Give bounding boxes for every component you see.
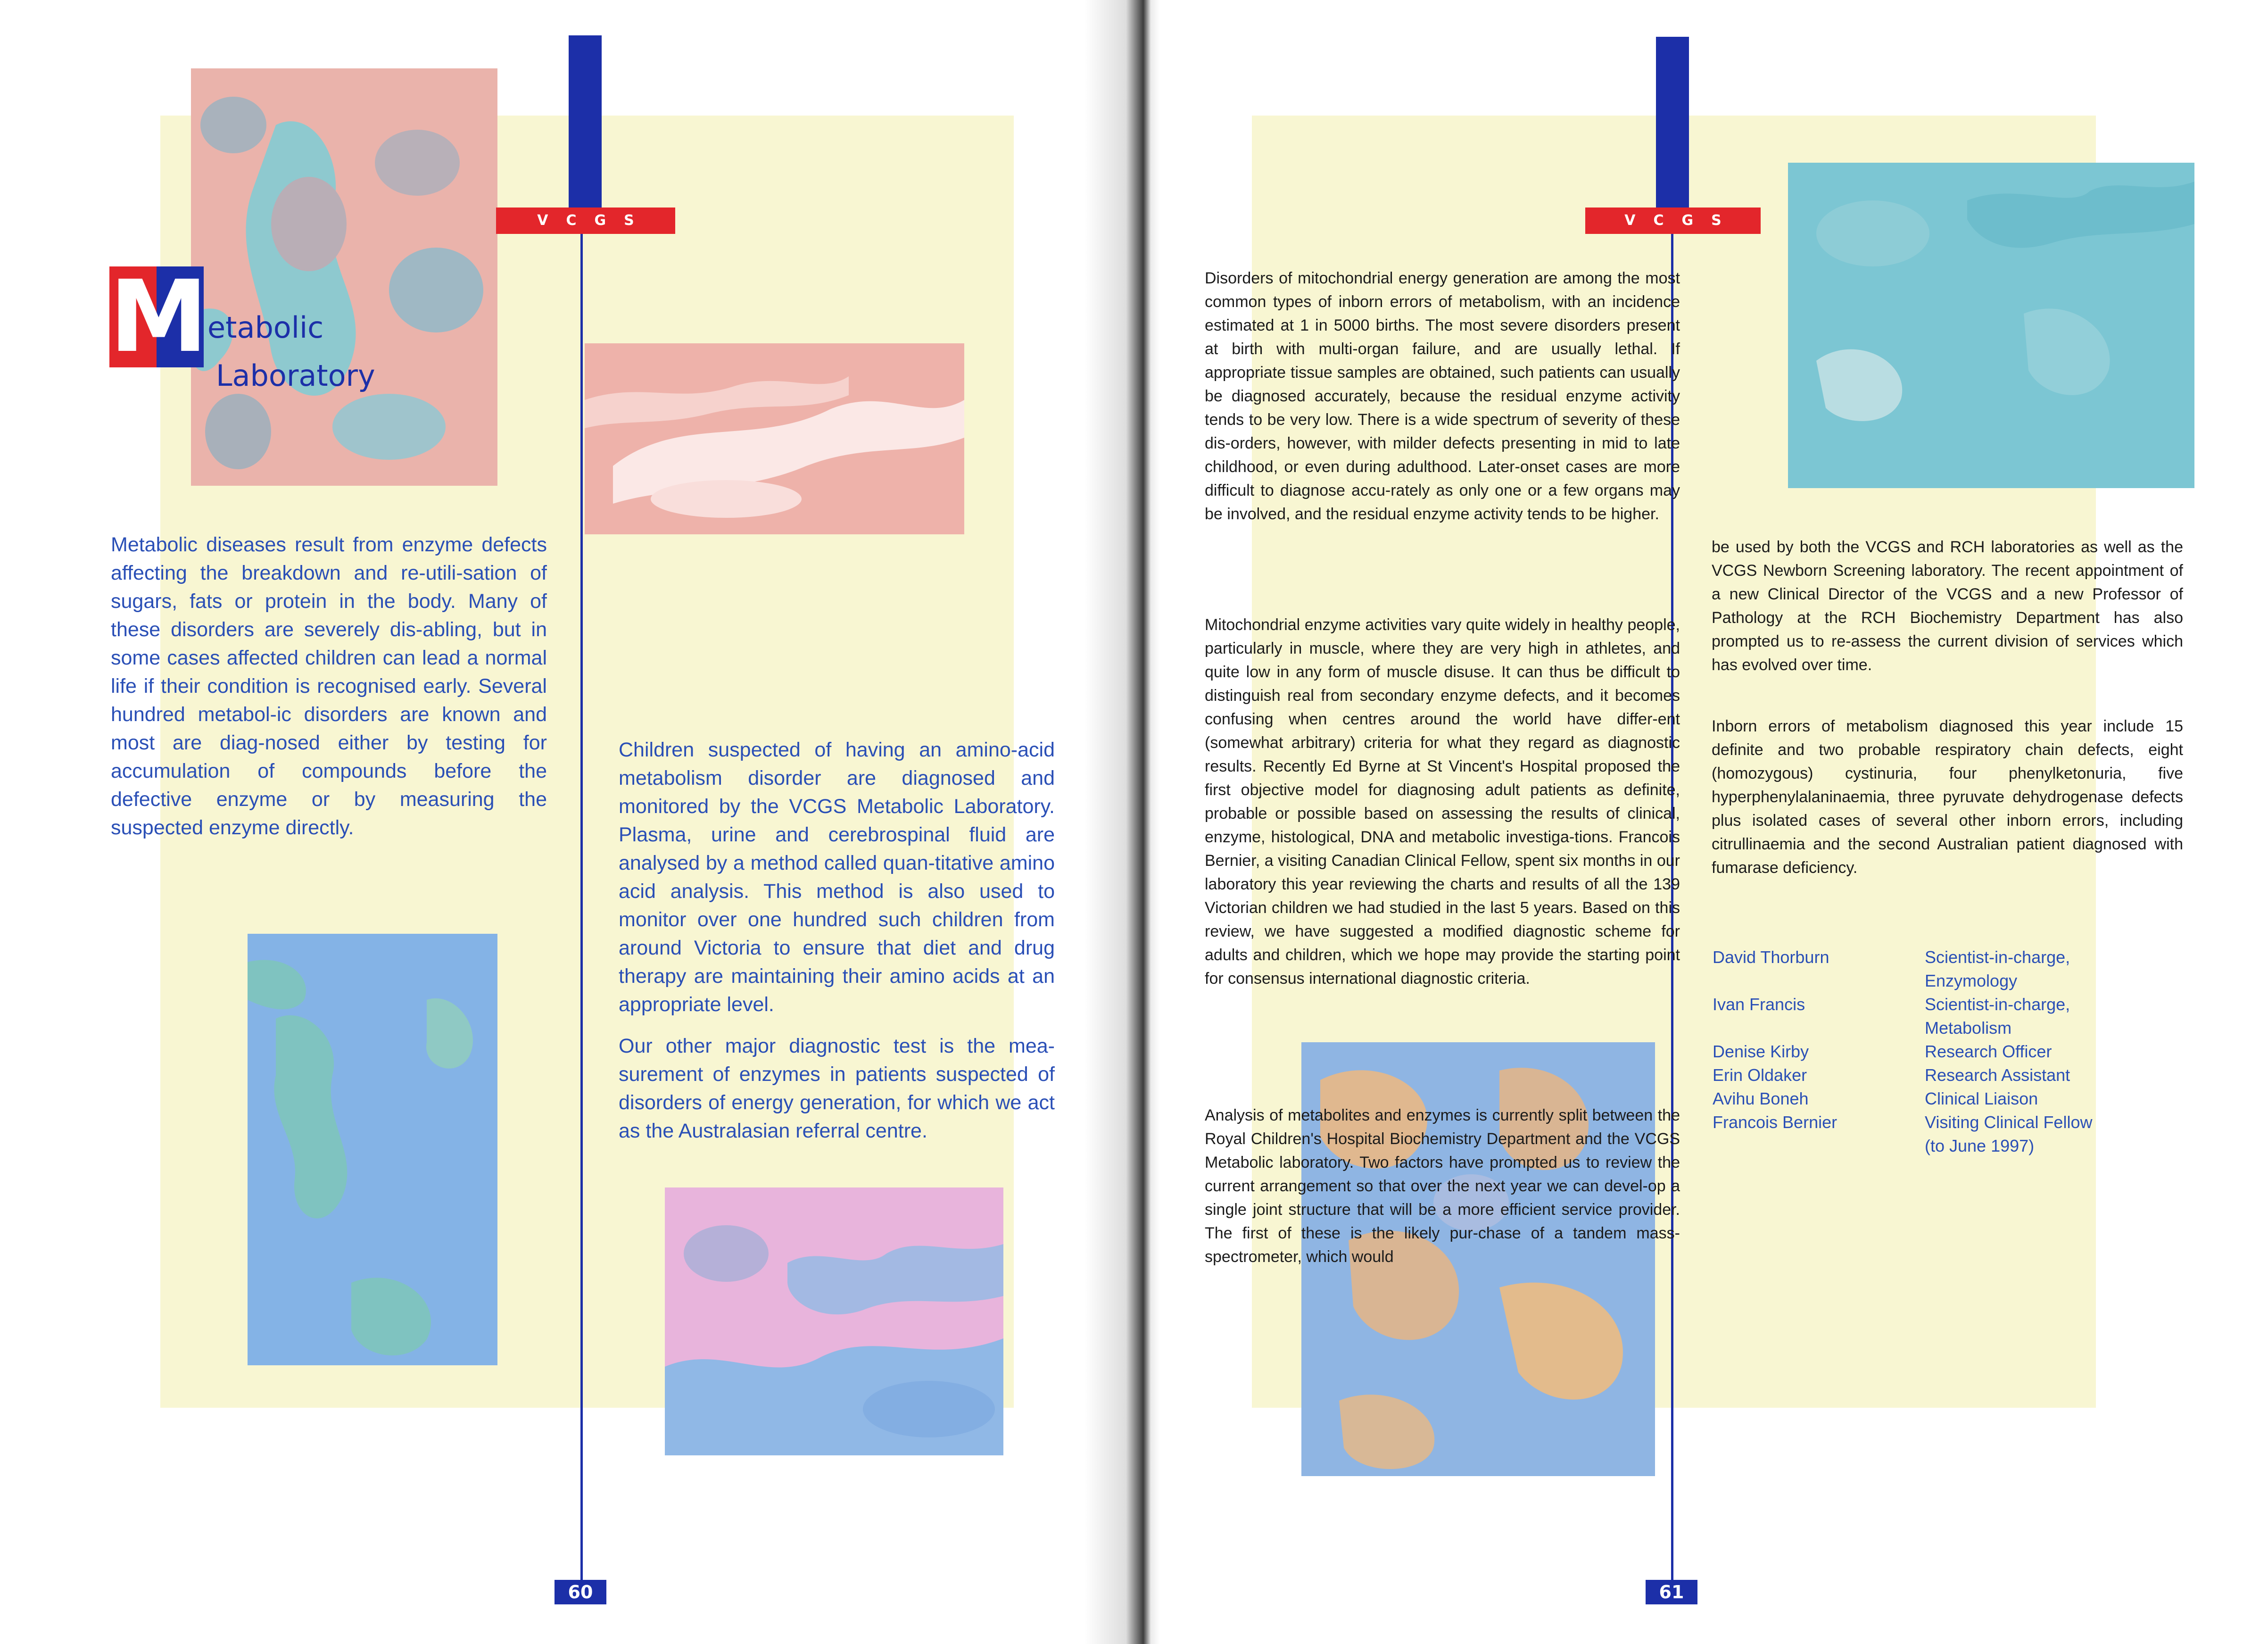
section-title-block bbox=[109, 259, 208, 374]
cloud-image-pink bbox=[585, 343, 964, 534]
title-line-1: etabolic bbox=[207, 310, 324, 345]
title-initial: M bbox=[109, 259, 208, 374]
page-number-badge: 61 bbox=[1646, 1580, 1697, 1604]
staff-name: Ivan Francis bbox=[1713, 995, 1805, 1014]
texture-image-teal bbox=[1788, 163, 2194, 488]
enzyme-activities-paragraph: Mitochondrial enzyme activities vary quite widely in healthy people, particularly in muscle, where they are very high in athletes, and quite low in any form of muscle disuse. It can thus be difficult to distinguish real from secondary enzyme defects, and it becomes confusing when centres around the world have differ-ent (somewhat arbitrary) criteria for what they regard as diagnostic results. Recently Ed Byrne at St Vincent's Hospital proposed the first objective model for diagnosing adult patients as definite, probable or possible based on assessing the results of clinical, enzyme, histological, DNA and metabolic investiga-tions. Francois Bernier, a visiting Canadian Clinical Fellow, spent six months in our laboratory this year reviewing the charts and results of all the 139 Victorian children we had studied in the last 5 years. Based on this review, we have suggested a modified diagnostic scheme for adults and children, which we hope may provide the starting point for consensus international diagnostic criteria. bbox=[1205, 616, 1680, 988]
cloud-image-pink-blue bbox=[665, 1187, 1003, 1455]
staff-role: Scientist-in-charge, bbox=[1925, 995, 2070, 1014]
staff-role-cont: (to June 1997) bbox=[1925, 1136, 2035, 1155]
staff-role-cont: Enzymology bbox=[1925, 971, 2018, 990]
staff-name: Francois Bernier bbox=[1713, 1113, 1838, 1132]
vcgs-banner: VCGS bbox=[1585, 208, 1761, 234]
mitochondrial-disorders-paragraph: Disorders of mitochondrial energy generation are among the most common types of inborn errors of metabolism, with an incidence estimated at 1 in 5000 births. The most severe disorders present at birth with multi-organ failure, and are usually lethal. If appropriate tissue samples are obtained, such patients can usually be diagnosed accurately, because the residual enzyme activity tends to be very low. There is a wide spectrum of severity of these dis-orders, however, with milder defects presenting in mid to late childhood, or even during adulthood. Later-onset cases are more difficult to diagnose accu-rately as only one or a few organs may be involved, and the residual enzyme activity tends to be higher. bbox=[1205, 269, 1680, 523]
staff-role: Research Officer bbox=[1925, 1042, 2052, 1061]
inborn-errors-paragraph: Inborn errors of metabolism diagnosed this year include 15 definite and two probable respiratory chain defects, eight (homozygous) cystinuria, four phenylketonuria, five hyperphenylalaninaemia, three pyruvate dehydrogenase defects plus isolated cases of several other inborn errors, including citrullinaemia and the second Australian patient diagnosed with fumarase deficiency. bbox=[1712, 717, 2183, 877]
staff-name: David Thorburn bbox=[1713, 947, 1829, 967]
book-gutter bbox=[1084, 0, 1160, 1644]
screening-lab-paragraph: be used by both the VCGS and RCH laboratories as well as the VCGS Newborn Screening laboratory. The recent appointment of a new Clinical Director of the VCGS and a new Professor of Pathology at the RCH Biochemistry Department has also prompted us to re-assess the current division of services which has evolved over time. bbox=[1712, 538, 2183, 674]
staff-name: Avihu Boneh bbox=[1713, 1089, 1809, 1108]
micrograph-image-pink-teal bbox=[191, 68, 497, 486]
staff-role: Research Assistant bbox=[1925, 1065, 2070, 1085]
right-page bbox=[1122, 0, 2268, 1644]
staff-role: Visiting Clinical Fellow bbox=[1925, 1113, 2093, 1132]
page-number-badge: 60 bbox=[555, 1580, 606, 1604]
vertical-rule bbox=[580, 234, 583, 1580]
intro-paragraph: Metabolic diseases result from enzyme defects affecting the breakdown and re-utili-sation of sugars, fats or protein in the body. Many of these disorders are severely dis-abling, but in some cases affected children can lead a normal life if their condition is recognised early. Several hundred metabol-ic disorders are known and most are diag-nosed either by testing for accumulation of compounds before the defective enzyme or by measuring the suspected enzyme directly. bbox=[111, 533, 547, 839]
title-line-2: Laboratory bbox=[216, 358, 375, 393]
staff-name: Erin Oldaker bbox=[1713, 1065, 1807, 1085]
left-page bbox=[0, 0, 1122, 1644]
staff-role: Clinical Liaison bbox=[1925, 1089, 2038, 1108]
analysis-paragraph: Analysis of metabolites and enzymes is currently split between the Royal Children's Hospital Biochemistry Department and the VCGS Metabolic laboratory. Two factors have prompted us to review the current arrangement so that over the next year we can devel-op a single joint structure that will be a more efficient service provider. The first of these is the likely pur-chase of a tandem mass-spectrometer, which would bbox=[1205, 1106, 1680, 1266]
staff-name: Denise Kirby bbox=[1713, 1042, 1809, 1061]
micrograph-image-blue-teal bbox=[248, 934, 497, 1365]
top-accent-bar bbox=[1656, 37, 1689, 209]
vcgs-banner: VCGS bbox=[496, 208, 675, 234]
amino-acid-paragraph: Children suspected of having an amino-acid metabolism disorder are diagnosed and monitored by the VCGS Metabolic Laboratory. Plasma, urine and cerebrospinal fluid are analysed by a method called quan-titative amino acid analysis. This method is also used to monitor over one hundred such children from around Victoria to ensure that diet and drug therapy are maintaining their amino acids at an appropriate level. bbox=[619, 739, 1055, 1016]
top-accent-bar bbox=[569, 35, 602, 208]
staff-role: Scientist-in-charge, bbox=[1925, 947, 2070, 967]
enzyme-test-paragraph: Our other major diagnostic test is the mea-surement of enzymes in patients suspected of disorders of energy generation, for which we act as the Australasian referral centre. bbox=[619, 1035, 1055, 1142]
staff-role-cont: Metabolism bbox=[1925, 1018, 2012, 1038]
